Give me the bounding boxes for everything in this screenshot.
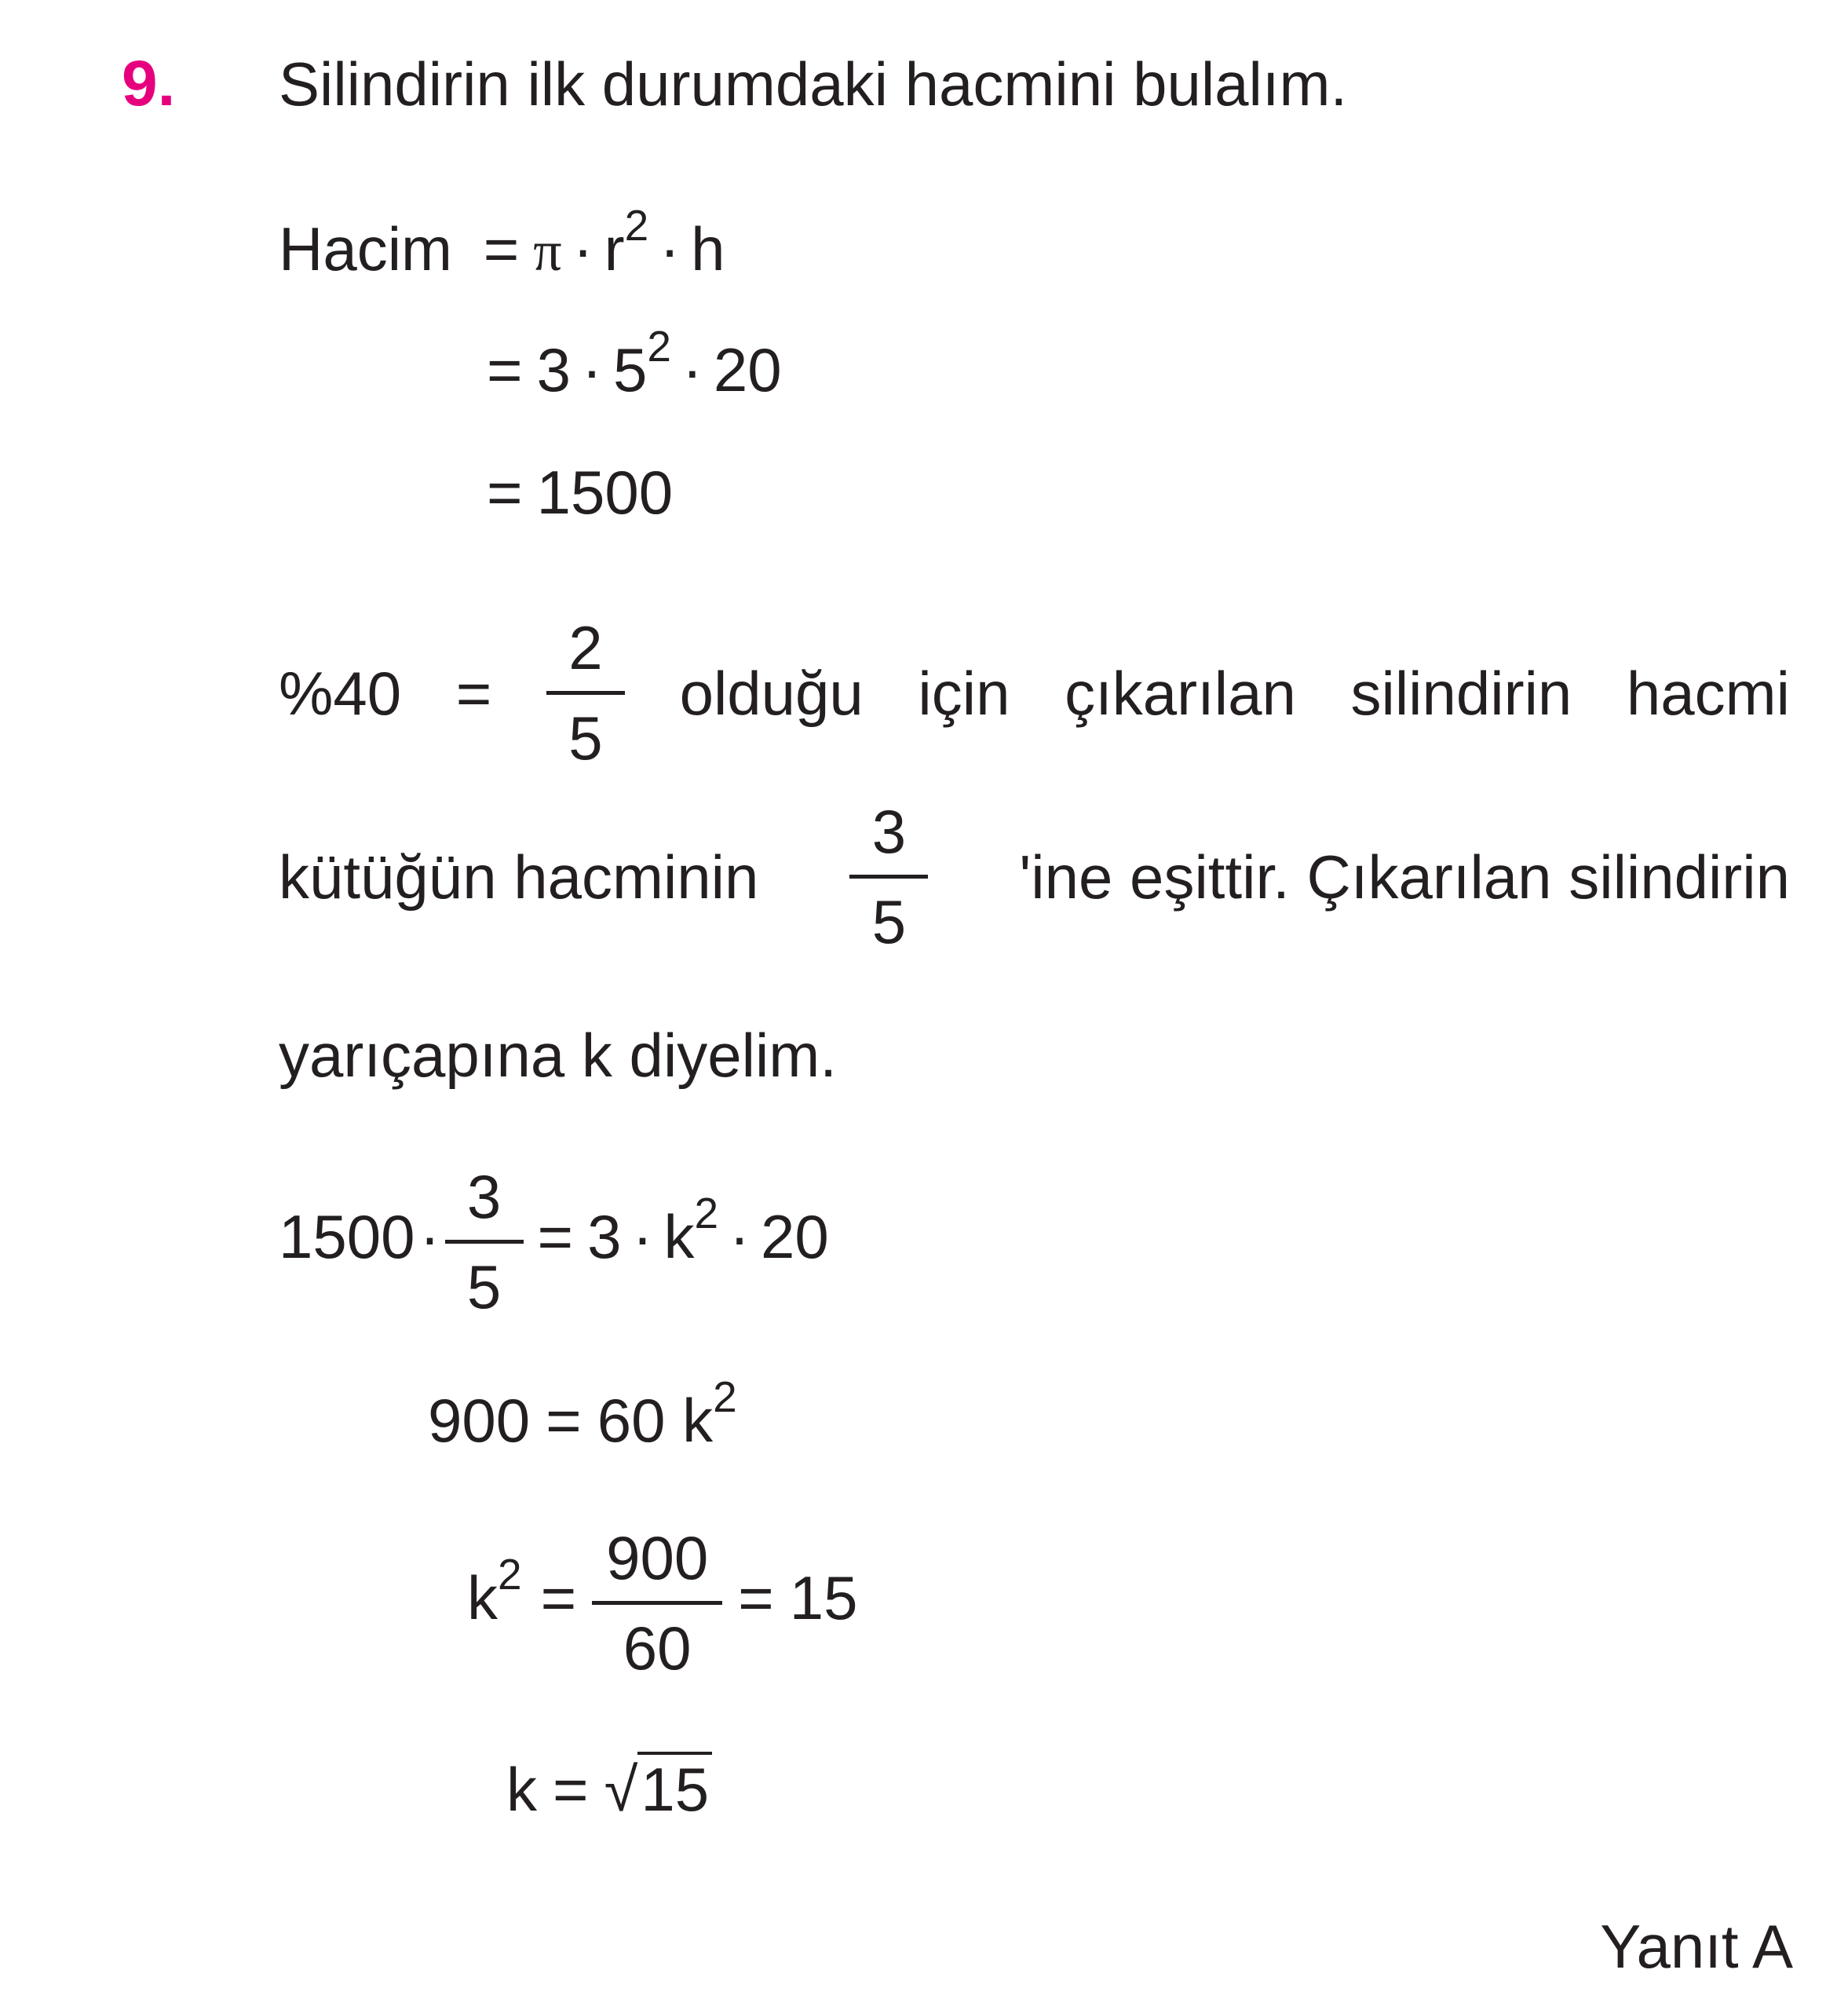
eq1-k: k <box>663 1202 695 1272</box>
height-var: h <box>691 214 725 283</box>
word: hacmi <box>1626 658 1790 728</box>
word: çıkarılan <box>1065 658 1296 728</box>
fraction-two-fifths <box>546 613 625 773</box>
problem-number: 9. <box>122 48 176 119</box>
eq2-left: 900 <box>428 1386 531 1455</box>
radius-var: r <box>604 214 625 283</box>
exponent: 2 <box>694 1189 719 1238</box>
eq3-right: 15 <box>789 1563 858 1633</box>
equals-sign: = <box>540 1563 577 1633</box>
word: için <box>918 658 1010 728</box>
eq4-k: k <box>506 1755 537 1824</box>
exponent: 2 <box>713 1372 737 1421</box>
volume-line-3 <box>487 458 674 527</box>
pi-symbol: π <box>533 220 562 283</box>
volume-line-2: = $3 \cdot 5^2 \cdot 20$ <box>487 322 782 404</box>
equals-sign: = <box>487 335 523 404</box>
equation-4 <box>506 1755 712 1824</box>
factor-b: 5 <box>612 335 648 404</box>
fraction-numerator: 3 <box>466 1162 502 1231</box>
text-after-fraction: 'ine eşittir. Çıkarılan silindirin <box>1019 842 1790 912</box>
equation-1: 1500· 3 5 = $3 \cdot k^2 \cdot 20$ <box>279 1162 829 1321</box>
eq1-left: 1500 <box>279 1202 415 1272</box>
percent-value: %40 <box>279 658 402 728</box>
text-before-fraction: kütüğün hacminin <box>279 842 759 912</box>
fraction-numerator: 3 <box>871 797 907 866</box>
square-root <box>604 1755 713 1824</box>
factor-c: 20 <box>713 335 782 404</box>
fraction-denominator: 5 <box>466 1252 502 1321</box>
paragraph-line-1 <box>279 613 1790 773</box>
radical-sign: √ <box>604 1755 638 1824</box>
factor-a: 3 <box>536 335 571 404</box>
equals-sign: = <box>738 1563 774 1633</box>
paragraph-line-3: yarıçapına k diyelim. <box>279 1021 837 1090</box>
eq1-factor-a: 3 <box>587 1202 622 1272</box>
equals-sign: = <box>483 214 520 283</box>
equals-sign: = <box>546 1386 582 1455</box>
paragraph-line-2 <box>279 797 1790 956</box>
volume-label: Hacim <box>279 214 453 283</box>
eq1-fraction <box>445 1162 524 1321</box>
exponent: 2 <box>498 1550 522 1599</box>
equals-sign: = <box>537 1202 574 1272</box>
volume-value: 1500 <box>536 458 674 527</box>
fraction-numerator: 2 <box>568 613 603 682</box>
equals-sign: = <box>455 658 492 728</box>
equals-sign: = <box>553 1755 589 1824</box>
exponent: 2 <box>624 201 649 250</box>
eq1-factor-b: 20 <box>761 1202 829 1272</box>
volume-formula: Hacim = $\pi \cdot r^2 \cdot h$ <box>279 201 725 283</box>
fraction-denominator: 5 <box>568 704 603 773</box>
word: olduğu <box>679 658 864 728</box>
fraction-numerator: 900 <box>606 1523 709 1592</box>
equals-sign: = <box>487 458 523 527</box>
answer-label: Yanıt A <box>1600 1912 1793 1981</box>
fraction-denominator: 60 <box>623 1613 692 1683</box>
fraction-denominator: 5 <box>871 887 907 956</box>
equation-3 <box>467 1523 858 1683</box>
equation-2 <box>428 1372 737 1455</box>
eq3-k: k <box>467 1563 498 1633</box>
word: silindirin <box>1350 658 1572 728</box>
exponent: 2 <box>647 322 671 371</box>
intro-text: Silindirin ilk durumdaki hacmini bulalım. <box>279 49 1348 119</box>
eq3-fraction <box>592 1523 722 1683</box>
eq2-right: 60 k <box>597 1386 714 1455</box>
fraction-three-fifths <box>849 797 928 956</box>
radicand: 15 <box>637 1752 712 1824</box>
